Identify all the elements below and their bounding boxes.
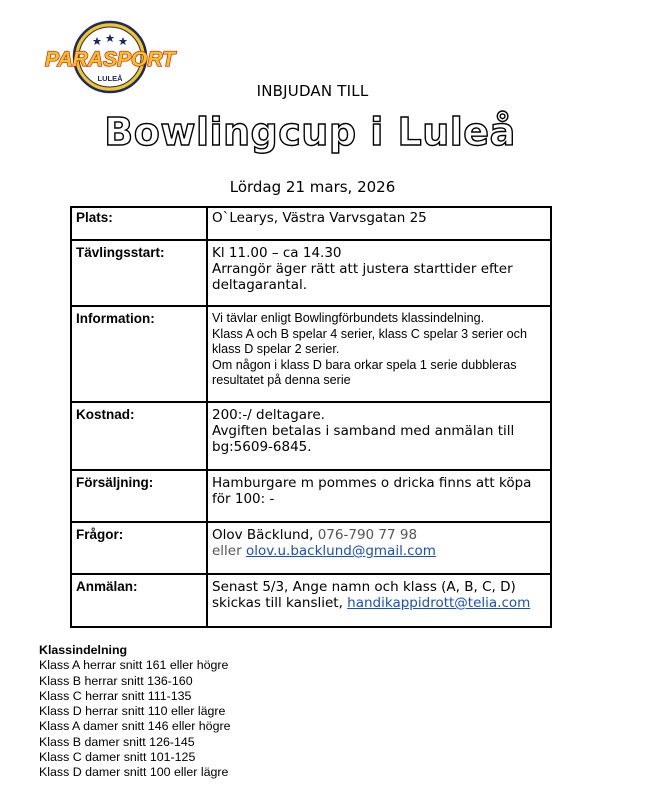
plats-value: O`Learys, Västra Varvsgatan 25 — [207, 207, 551, 240]
table-row — [71, 306, 551, 402]
start-note: Arrangör äger rätt att justera starttider efter deltagarantal. — [212, 261, 513, 293]
class-list-heading: Klassindelning — [39, 643, 128, 657]
class-list — [39, 643, 230, 781]
table-row — [71, 207, 551, 240]
list-item: Klass D herrar snitt 110 eller lägre — [39, 704, 226, 719]
contact-line — [212, 527, 546, 543]
sale-label: Försäljning: — [71, 470, 207, 522]
list-item: Klass B herrar snitt 136-160 — [39, 673, 193, 688]
questions-value — [207, 522, 551, 574]
table-row — [71, 574, 551, 627]
start-value — [207, 240, 551, 306]
contact-phone: 076-790 77 98 — [317, 527, 418, 543]
table-row — [71, 522, 551, 574]
event-date: Lördag 21 mars, 2026 — [229, 178, 396, 196]
list-item: Klass C damer snitt 101-125 — [39, 750, 196, 765]
list-item: Klass D damer snitt 100 eller lägre — [39, 765, 229, 780]
registration-send: skickas till kansliet, — [212, 595, 348, 611]
list-item: Klass C herrar snitt 111-135 — [39, 688, 192, 703]
registration-value — [207, 574, 551, 627]
cost-label: Kostnad: — [71, 402, 207, 470]
info-line: Om någon i klass D bara orkar spela 1 serie dubbleras resultatet på denna serie — [212, 357, 517, 387]
table-row — [71, 240, 551, 306]
list-item: Klass A herrar snitt 161 eller högre — [39, 658, 229, 673]
info-label: Information: — [71, 306, 207, 402]
cost-value — [207, 402, 551, 470]
table-row — [71, 470, 551, 522]
cost-amount: 200:-/ deltagare. — [212, 407, 325, 423]
logo-text: PARASPORT — [45, 48, 175, 71]
cost-payment: Avgiften betalas i samband med anmälan till bg:5609-6845. — [212, 423, 515, 455]
logo-subtext: LULEÅ — [97, 74, 123, 83]
event-title: Bowlingcup i Luleå — [104, 110, 516, 154]
contact-email-link[interactable]: olov.u.backlund@gmail.com — [245, 543, 436, 559]
plats-label: Plats: — [71, 207, 207, 240]
list-item: Klass A damer snitt 146 eller högre — [39, 719, 231, 734]
registration-deadline: Senast 5/3, Ange namn och klass (A, B, C, D) — [212, 579, 516, 595]
info-table — [70, 206, 552, 628]
questions-label: Frågor: — [71, 522, 207, 574]
start-time: Kl 11.00 – ca 14.30 — [212, 245, 342, 261]
invite-heading: INBJUDAN TILL — [256, 82, 369, 100]
start-label: Tävlingsstart: — [71, 240, 207, 306]
registration-label: Anmälan: — [71, 574, 207, 627]
info-value — [207, 306, 551, 402]
table-row — [71, 402, 551, 470]
info-line: Vi tävlar enligt Bowlingförbundets klassindelning. — [212, 311, 485, 325]
contact-or: eller — [212, 543, 246, 559]
contact-name: Olov Bäcklund, — [212, 527, 318, 543]
sale-value: Hamburgare m pommes o dricka finns att köpa för 100: - — [207, 470, 551, 522]
list-item: Klass B damer snitt 126-145 — [39, 734, 195, 749]
registration-send-line — [212, 595, 546, 611]
registration-email-link[interactable]: handikappidrott@telia.com — [347, 595, 531, 611]
contact-email-line — [212, 543, 546, 559]
info-line: Klass A och B spelar 4 serier, klass C spelar 3 serier och klass D spelar 2 serier. — [212, 326, 527, 356]
